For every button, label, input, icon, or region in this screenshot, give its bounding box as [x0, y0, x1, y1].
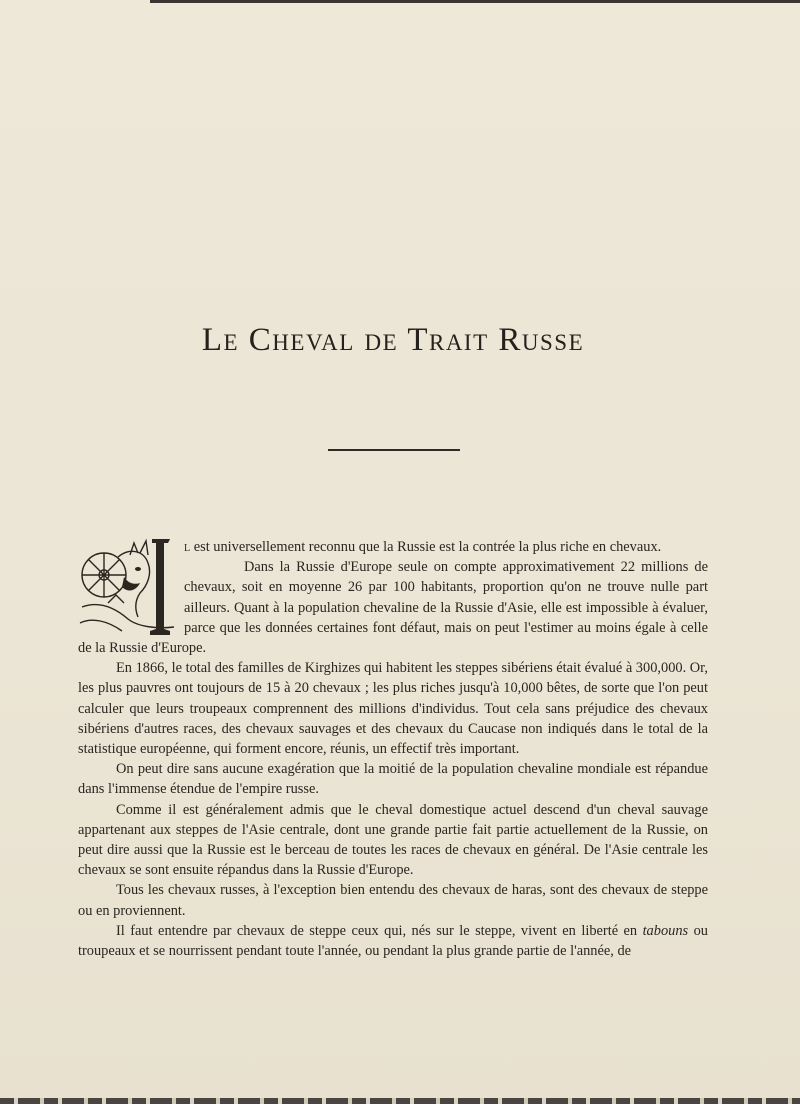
- paragraph-6: [78, 921, 708, 961]
- page-top-edge: [150, 0, 800, 3]
- paragraph-3: On peut dire sans aucune exagération que la moitié de la population chevaline mondiale est répandue dans l'immense étendue de l'empire russe.: [78, 761, 708, 798]
- lead-letter: l: [184, 539, 191, 555]
- paragraph-6-text-a: Il faut entendre par chevaux de steppe ceux qui, nés sur le steppe, vivent en liberté en: [116, 922, 643, 939]
- paragraph-4: Comme il est généralement admis que le cheval domestique actuel descend d'un cheval sauvage appartenant aux steppes de l'Asie centrale, dont une grande partie fait partie actuellement de la Russie, on peut dire aussi que la Russie est le berceau de toutes les races de chevaux en général. De l'Asie centrale les chevaux se sont ensuite répandus dans la Russie d'Europe.: [78, 801, 708, 879]
- paragraph-1-lead-text: est universellement reconnu que la Russie est la contrée la plus riche en chevaux.: [190, 539, 662, 555]
- paragraph-1-text: Dans la Russie d'Europe seule on compte approximativement 22 millions de chevaux, soit en moyenne 26 par 100 habitants, proportion qu'on ne trouve nulle part ailleurs. Quant à la population chevaline de la Russie d'Asie, elle est impossible à évaluer, parce que les données certaines font défaut, mais on peut l'estimer au moins égale à celle de la Russie d'Europe.: [78, 559, 708, 657]
- title-divider: [328, 449, 460, 451]
- paragraph-6-text-b: ou troupeaux et se nourrissent pendant toute l'année, ou pendant la plus grande partie de l'année, de: [78, 922, 708, 960]
- page-bottom-edge: [0, 1098, 800, 1104]
- body-text: [78, 537, 708, 961]
- paragraph-6-emphasis: tabouns: [642, 922, 689, 939]
- paragraph-2: En 1866, le total des familles de Kirghizes qui habitent les steppes sibériens était évalué à 300,000. Or, les plus pauvres ont toujours de 15 à 20 chevaux ; les plus riches jusqu'à 10,000 bêtes, de sorte que l'on peut calculer que leurs troupeaux comprennent des millions d'individus. Tout cela sans préjudice des chevaux sibériens d'autres races, des chevaux sauvages et des chevaux du Caucase non indiqués dans le total de la statistique européenne, qui forment encore, réunis, un effectif très important.: [78, 660, 708, 758]
- paragraph-5: Tous les chevaux russes, à l'exception bien entendu des chevaux de haras, sont des chevaux de steppe ou en proviennent.: [78, 882, 708, 919]
- page-title: Le Cheval de Trait Russe: [201, 322, 585, 358]
- dropcap-illustration: [78, 537, 180, 637]
